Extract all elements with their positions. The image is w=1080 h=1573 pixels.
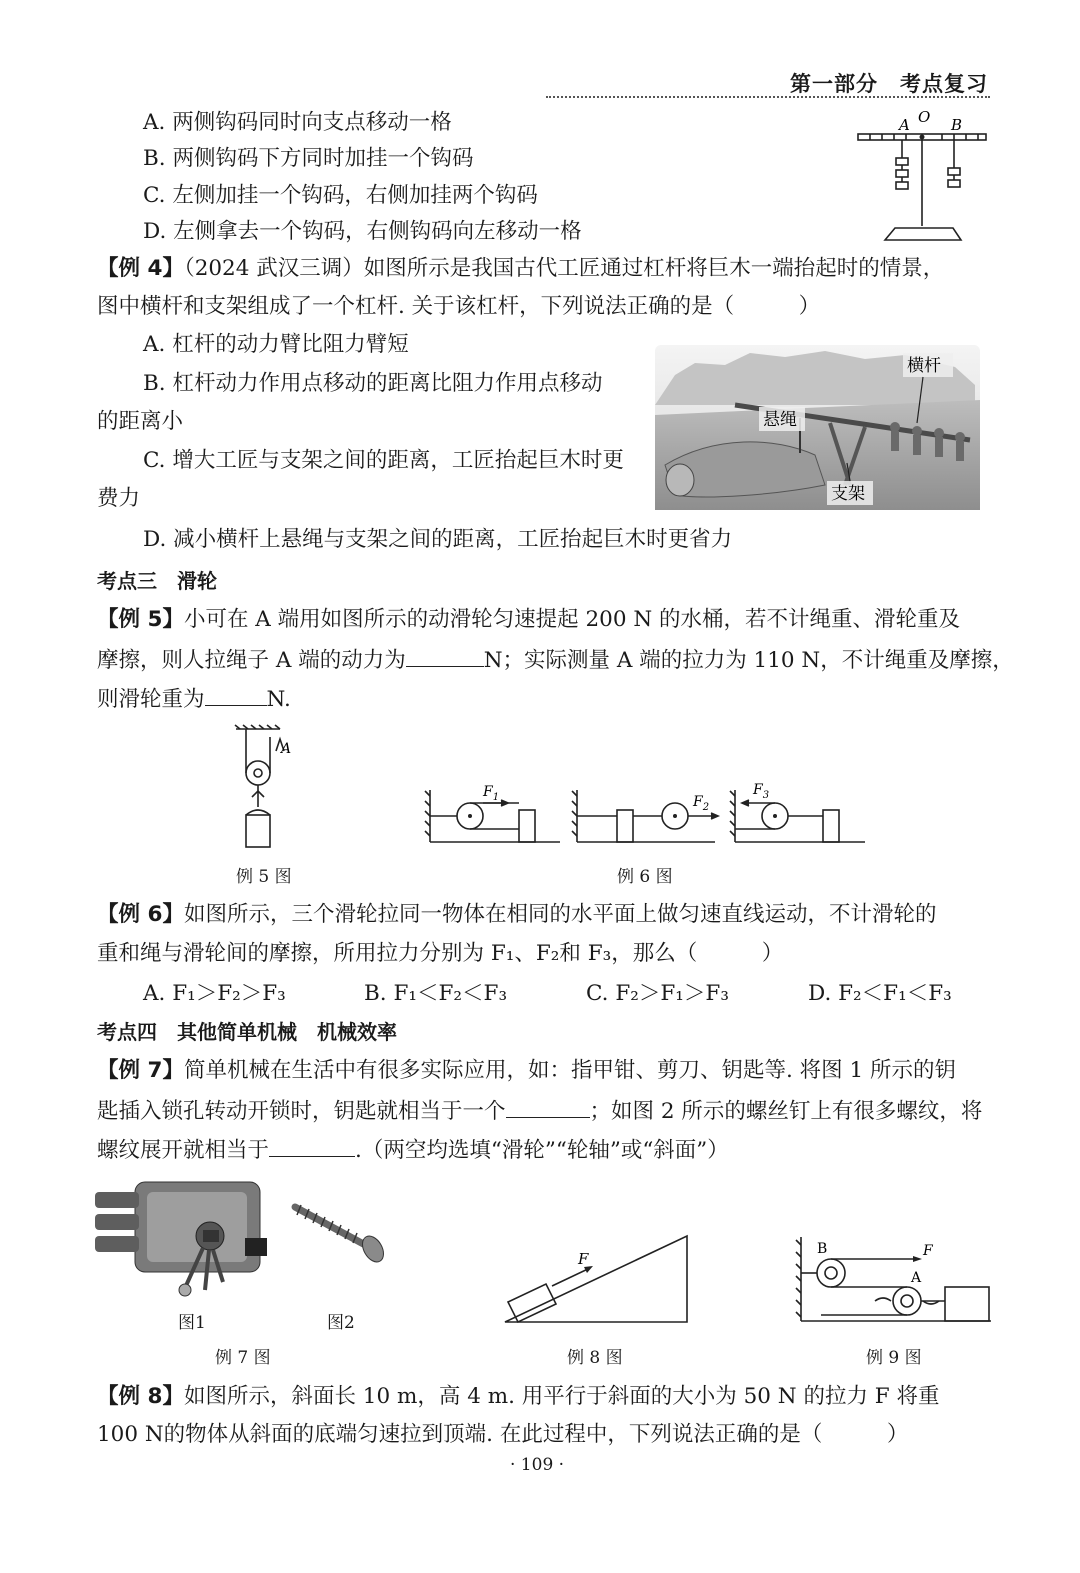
screw-photo [287, 1195, 389, 1265]
ex5-figure-caption: 例 5 图 [236, 867, 292, 887]
inclined-plane-figure [500, 1232, 695, 1324]
lever-label-o: O [918, 108, 931, 126]
photo-label-support: 支架 [831, 484, 865, 504]
ex6-option-c: C. F₂＞F₁＞F₃ [586, 981, 729, 1006]
system-force-label: F [923, 1243, 933, 1259]
ex7-answer-blank-1[interactable] [506, 1095, 590, 1118]
svg-text:F1 [482, 784, 499, 803]
ex3-option-c: C. 左侧加挂一个钩码，右侧加挂两个钩码 [143, 183, 538, 208]
ex8-text-1: 如图所示，斜面长 10 m，高 4 m. 用平行于斜面的大小为 50 N 的拉力 F 将重 [183, 1384, 940, 1409]
ex5-text-2b: N；实际测量 A 端的拉力为 110 N，不计绳重及摩擦， [483, 648, 1014, 673]
ex6-tag: 【例 6】 [97, 902, 184, 927]
ex7-line-3 [97, 1134, 729, 1166]
ex5-line-3 [97, 683, 291, 715]
ancient-lever-photo [655, 345, 980, 510]
f1-subscript: 1 [492, 792, 500, 803]
section-3-title: 考点三 滑轮 [97, 569, 217, 593]
ex6-option-a: A. F₁＞F₂＞F₃ [143, 981, 286, 1006]
movable-pulley-figure [232, 725, 302, 850]
ex9-figure-caption: 例 9 图 [866, 1348, 922, 1368]
lever-label-a: A [899, 116, 910, 134]
ex8-line-1 [97, 1382, 940, 1412]
ex7-text-2b: ；如图 2 所示的螺丝钉上有很多螺纹，将 [589, 1099, 983, 1124]
ex4-line-2: 图中横杆和支架组成了一个杠杆. 关于该杠杆，下列说法正确的是（ ） [97, 294, 821, 319]
svg-text:F2 [692, 794, 709, 813]
ex4-option-b-2: 的距离小 [97, 409, 184, 434]
page-number: · 109 · [510, 1455, 565, 1475]
svg-text:F3 [752, 782, 769, 801]
horizontal-pulleys-figure [425, 780, 870, 845]
ex5-tag: 【例 5】 [97, 607, 184, 632]
ex3-option-d: D. 左侧拿去一个钩码，右侧钩码向左移动一格 [143, 219, 582, 244]
lever-balance-figure [855, 108, 990, 243]
ex5-line-1 [97, 605, 960, 635]
ex7-tag: 【例 7】 [97, 1058, 184, 1083]
pulley-label-a2: A [911, 1270, 922, 1286]
ex8-line-2: 100 N的物体从斜面的底端匀速拉到顶端. 在此过程中，下列说法正确的是（ ） [97, 1422, 909, 1447]
ex6-text-1: 如图所示，三个滑轮拉同一物体在相同的水平面上做匀速直线运动，不计滑轮的 [183, 902, 937, 927]
ex4-text-1: （2024 武汉三调）如图所示是我国古代工匠通过杠杆将巨木一端抬起时的情景， [183, 256, 945, 281]
ex3-option-a: A. 两侧钩码同时向支点移动一格 [143, 110, 452, 135]
ex5-line-2 [97, 644, 1014, 676]
ex7-text-3b: .（两空均选填“滑轮”“轮轴”或“斜面”） [355, 1138, 729, 1163]
ex7-figure-caption: 例 7 图 [215, 1348, 271, 1368]
ex4-option-b-1: B. 杠杆动力作用点移动的距离比阻力作用点移动 [143, 371, 603, 396]
f2-label: F [693, 794, 703, 810]
ex7-line-2 [97, 1095, 982, 1127]
ex6-figure-caption: 例 6 图 [617, 867, 673, 887]
ex4-option-a: A. 杠杆的动力臂比阻力臂短 [143, 332, 409, 357]
ex4-option-d: D. 减小横杆上悬绳与支架之间的距离，工匠抬起巨木时更省力 [143, 527, 733, 552]
section-header-title: 第一部分 考点复习 [790, 72, 988, 96]
ex6-option-b: B. F₁＜F₂＜F₃ [364, 981, 508, 1006]
pulley-label-b: B [817, 1241, 828, 1257]
header-divider [546, 96, 990, 98]
ex4-option-c-1: C. 增大工匠与支架之间的距离，工匠抬起巨木时更 [143, 448, 624, 473]
ex7-line-1 [97, 1056, 956, 1086]
ex8-tag: 【例 8】 [97, 1384, 184, 1409]
ex3-option-b: B. 两侧钩码下方同时加挂一个钩码 [143, 146, 474, 171]
ex4-option-c-2: 费力 [97, 486, 141, 511]
ex6-line-2: 重和绳与滑轮间的摩擦，所用拉力分别为 F₁、F₂和 F₃，那么（ ） [97, 941, 784, 966]
ex7-text-3a: 螺纹展开就相当于 [97, 1138, 270, 1163]
photo-label-rope: 悬绳 [763, 410, 797, 430]
f3-subscript: 3 [762, 790, 770, 801]
ex5-answer-blank-1[interactable] [406, 644, 484, 667]
ex6-option-d: D. F₂＜F₁＜F₃ [808, 981, 952, 1006]
ex7-text-1: 简单机械在生活中有很多实际应用，如：指甲钳、剪刀、钥匙等. 将图 1 所示的钥 [183, 1058, 956, 1083]
ex5-text-3a: 则滑轮重为 [97, 687, 205, 712]
ex4-tag: 【例 4】 [97, 256, 184, 281]
incline-force-label: F [578, 1250, 589, 1268]
lever-label-b: B [951, 116, 963, 134]
f3-label: F [753, 782, 763, 798]
ex5-answer-blank-2[interactable] [205, 683, 267, 706]
section-4-title: 考点四 其他简单机械 机械效率 [97, 1020, 397, 1044]
ex6-line-1 [97, 900, 936, 930]
pulley-system-figure [795, 1235, 995, 1327]
ex4-line-1 [97, 254, 944, 284]
fig2-label: 图2 [327, 1313, 355, 1333]
lock-key-photo [95, 1178, 270, 1298]
f1-label: F [483, 784, 493, 800]
ex5-text-1: 小可在 A 端用如图所示的动滑轮匀速提起 200 N 的水桶，若不计绳重、滑轮重及 [183, 607, 961, 632]
f2-subscript: 2 [702, 802, 710, 813]
photo-label-crossbar: 横杆 [907, 356, 941, 376]
ex5-text-3b: N. [266, 687, 291, 712]
ex8-figure-caption: 例 8 图 [567, 1348, 623, 1368]
ex7-text-2a: 匙插入锁孔转动开锁时，钥匙就相当于一个 [97, 1099, 506, 1124]
ex5-text-2a: 摩擦，则人拉绳子 A 端的动力为 [97, 648, 406, 673]
fig1-label: 图1 [178, 1313, 206, 1333]
pulley-label-a: A [281, 741, 292, 757]
ex7-answer-blank-2[interactable] [269, 1134, 355, 1157]
